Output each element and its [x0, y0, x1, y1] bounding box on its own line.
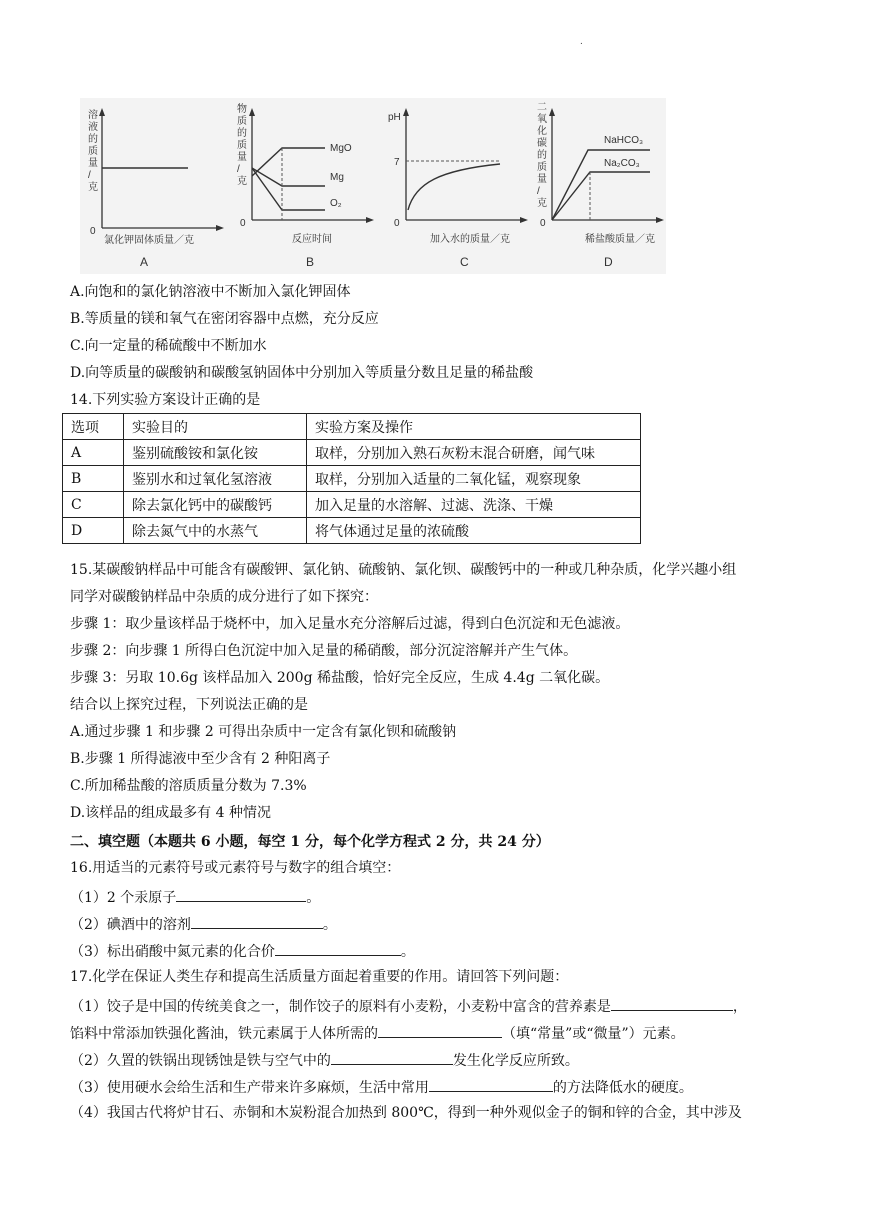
- table-row: [63, 492, 641, 518]
- table-header-row: [63, 414, 641, 440]
- q17-blank-rust[interactable]: [331, 1050, 453, 1065]
- q14-title: 14.下列实验方案设计正确的是: [70, 392, 261, 408]
- table-cell: 鉴别硫酸铵和氯化铵: [124, 440, 307, 466]
- table-cell: 除去氯化钙中的碳酸钙: [124, 492, 307, 518]
- graph-a-ylabel-1: 液: [88, 122, 98, 133]
- graph-c-origin: 0: [394, 218, 400, 229]
- graph-b-ylabel-5: /: [237, 164, 240, 175]
- table-header-cell: 实验目的: [124, 414, 307, 440]
- q16-item-1: [70, 887, 320, 907]
- graph-d-ylabel-8: 克: [537, 198, 547, 209]
- q17-line-1: [70, 996, 747, 1016]
- q16-stem: 16.用适当的元素符号或元素符号与数字的组合填空：: [70, 860, 401, 876]
- graph-c-ylabel: pH: [388, 112, 401, 123]
- table-cell: A: [63, 440, 124, 466]
- q17-line-1-text: （1）饺子是中国的传统美食之一，制作饺子的原料有小麦粉，小麦粉中富含的营养素是: [70, 999, 611, 1015]
- q17-line-3: [70, 1050, 579, 1070]
- q15-step2: 步骤 2：向步骤 1 所得白色沉淀中加入足量的稀硝酸，部分沉淀溶解并产生气体。: [70, 643, 578, 659]
- q16-item-3: [70, 941, 415, 961]
- graph-b-origin: 0: [240, 218, 246, 229]
- table-row: [63, 440, 641, 466]
- q13-option-d: D.向等质量的碳酸钠和碳酸氢钠固体中分别加入等质量分数且足量的稀盐酸: [70, 365, 534, 381]
- table-cell: B: [63, 466, 124, 492]
- graph-a-ylabel-5: /: [88, 170, 91, 181]
- q16-item-3-label: （3）标出硝酸中氮元素的化合价: [70, 944, 275, 960]
- table-cell: 加入足量的水溶解、过滤、洗涤、干燥: [307, 492, 641, 518]
- q17-line-4: [70, 1077, 693, 1097]
- graph-d-xlabel: 稀盐酸质量／克: [585, 234, 655, 245]
- graph-b-series-mgo: MgO: [330, 143, 352, 154]
- q16-item-3-end: 。: [400, 944, 415, 960]
- q16-item-2-end: 。: [322, 917, 337, 933]
- q15-option-d: D.该样品的组成最多有 4 种情况: [70, 805, 271, 821]
- table-cell: 取样，分别加入熟石灰粉末混合研磨，闻气味: [307, 440, 641, 466]
- section-2-heading: 二、填空题（本题共 6 小题，每空 1 分，每个化学方程式 2 分，共 24 分）: [70, 834, 550, 850]
- graph-d-series-nahco3: NaHCO₃: [604, 135, 644, 146]
- q17-line-5: （4）我国古代将炉甘石、赤铜和木炭粉混合加热到 800℃，得到一种外观似金子的铜和锌的合金，其中涉及: [70, 1105, 742, 1121]
- graph-d: [537, 102, 664, 269]
- table-row: [63, 466, 641, 492]
- q17-line-4-end: 的方法降低水的硬度。: [552, 1080, 693, 1096]
- q17-blank-nutrient[interactable]: [611, 996, 733, 1011]
- table-cell: 将气体通过足量的浓硫酸: [307, 518, 641, 544]
- q15-step3: 步骤 3：另取 10.6g 该样品加入 200g 稀盐酸，恰好完全反应，生成 4.4g 二氧化碳。: [70, 670, 610, 686]
- graph-d-ylabel-5: 质: [537, 162, 547, 173]
- graph-c-tick-7: 7: [394, 157, 400, 168]
- graph-b-ylabel-0: 物: [237, 104, 247, 115]
- q17-line-1-end: ，: [732, 999, 747, 1015]
- graph-d-ylabel-3: 碳: [537, 138, 547, 149]
- graph-c-xlabel: 加入水的质量／克: [430, 234, 510, 245]
- q15-stem-line1: 15.某碳酸钠样品中可能含有碳酸钾、氯化钠、硫酸钠、氯化钡、碳酸钙中的一种或几种杂质，化学兴趣小组: [70, 562, 737, 578]
- graph-b-series-o2: O₂: [330, 198, 342, 209]
- graphs-svg: [80, 98, 666, 274]
- q15-stem-line2: 同学对碳酸钠样品中杂质的成分进行了如下探究：: [70, 589, 378, 605]
- q16-blank-3[interactable]: [275, 941, 401, 956]
- graph-b-letter: B: [306, 255, 315, 269]
- graph-d-ylabel-1: 氧: [537, 114, 547, 125]
- table-cell: 鉴别水和过氧化氢溶液: [124, 466, 307, 492]
- graph-a-ylabel-3: 质: [88, 146, 98, 157]
- graph-b-ylabel-4: 量: [237, 152, 247, 163]
- graphs-figure: [80, 98, 666, 274]
- graph-b-xlabel: 反应时间: [292, 234, 332, 245]
- table-row: [63, 518, 641, 544]
- graph-b-ylabel-3: 质: [237, 140, 247, 151]
- graph-d-ylabel-0: 二: [537, 102, 547, 113]
- graph-a-ylabel-2: 的: [88, 134, 98, 145]
- graph-a-ylabel-0: 溶: [88, 110, 98, 121]
- table-cell: D: [63, 518, 124, 544]
- graph-a-xlabel: 氯化钾固体质量／克: [104, 235, 194, 246]
- q17-line-3-end: 发生化学反应所致。: [452, 1053, 579, 1069]
- graph-b-ylabel-1: 质: [237, 116, 247, 127]
- graph-d-na2co3-curve: [552, 172, 650, 220]
- table-header-cell: 实验方案及操作: [307, 414, 641, 440]
- q17-line-2-end: （填“常量”或“微量”）元素。: [502, 1026, 685, 1042]
- q15-question: 结合以上探究过程，下列说法正确的是: [70, 697, 308, 713]
- q13-option-a: A.向饱和的氯化钠溶液中不断加入氯化钾固体: [70, 284, 351, 300]
- graph-a-origin: 0: [90, 226, 96, 237]
- table-header-cell: 选项: [63, 414, 124, 440]
- q17-blank-element[interactable]: [378, 1023, 502, 1038]
- graph-b-mgo-curve: [252, 148, 325, 176]
- q14-table: [62, 413, 641, 544]
- q17-blank-hardness[interactable]: [429, 1077, 553, 1092]
- graph-d-ylabel-4: 的: [537, 150, 547, 161]
- q16-item-1-label: （1）2 个汞原子: [70, 890, 177, 906]
- q15-option-a: A.通过步骤 1 和步骤 2 可得出杂质中一定含有氯化钡和硫酸钠: [70, 724, 457, 740]
- graph-d-origin: 0: [540, 218, 546, 229]
- graph-a-ylabel-6: 克: [88, 182, 98, 193]
- graph-b: [237, 102, 374, 269]
- q17-stem: 17.化学在保证人类生存和提高生活质量方面起着重要的作用。请回答下列问题：: [70, 969, 569, 985]
- q17-line-2: [70, 1023, 685, 1043]
- q16-item-2-label: （2）碘酒中的溶剂: [70, 917, 191, 933]
- graph-d-ylabel-2: 化: [537, 126, 547, 137]
- graph-b-ylabel-2: 的: [237, 128, 247, 139]
- q17-line-3-text: （2）久置的铁锅出现锈蚀是铁与空气中的: [70, 1053, 331, 1069]
- graph-d-series-na2co3: Na₂CO₃: [604, 158, 640, 169]
- q16-blank-1[interactable]: [176, 887, 306, 902]
- graph-d-ylabel-7: /: [537, 186, 540, 197]
- graph-c-curve: [408, 164, 500, 210]
- table-cell: C: [63, 492, 124, 518]
- graph-b-series-mg: Mg: [330, 172, 344, 183]
- q15-option-b: B.步骤 1 所得滤液中至少含有 2 种阳离子: [70, 751, 331, 767]
- q17-line-2-text: 馅料中常添加铁强化酱油，铁元素属于人体所需的: [70, 1026, 378, 1042]
- q16-item-1-end: 。: [306, 890, 321, 906]
- table-cell: 除去氮气中的水蒸气: [124, 518, 307, 544]
- table-cell: 取样，分别加入适量的二氧化锰，观察现象: [307, 466, 641, 492]
- graph-c-letter: C: [460, 255, 469, 269]
- graph-a-ylabel-4: 量: [88, 158, 98, 169]
- graph-c: [388, 108, 528, 269]
- graph-b-ylabel-6: 克: [237, 176, 247, 187]
- q16-blank-2[interactable]: [191, 914, 323, 929]
- q15-option-c: C.所加稀盐酸的溶质质量分数为 7.3%: [70, 778, 307, 794]
- graph-d-letter: D: [604, 255, 613, 269]
- graph-d-ylabel-6: 量: [537, 174, 547, 185]
- header-mark: .: [580, 36, 583, 47]
- q16-item-2: [70, 914, 337, 934]
- graph-a: [88, 108, 224, 269]
- q13-option-b: B.等质量的镁和氧气在密闭容器中点燃，充分反应: [70, 311, 379, 327]
- q15-step1: 步骤 1：取少量该样品于烧杯中，加入足量水充分溶解后过滤，得到白色沉淀和无色滤液。: [70, 616, 630, 632]
- q13-option-c: C.向一定量的稀硫酸中不断加水: [70, 338, 267, 354]
- q17-line-4-text: （3）使用硬水会给生活和生产带来许多麻烦，生活中常用: [70, 1080, 429, 1096]
- graph-a-letter: A: [140, 255, 149, 269]
